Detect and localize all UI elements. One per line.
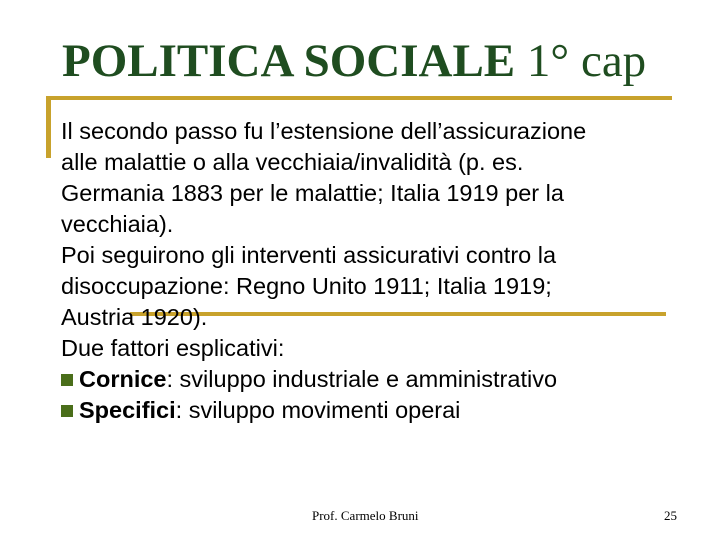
decorative-top-line [46,96,672,100]
page-number: 25 [664,508,677,523]
body-line: vecchiaia). [61,211,174,237]
body-line: Il secondo passo fu l’estensione dell’assicurazione [61,118,587,144]
slide-body [61,116,701,426]
slide-title [62,30,702,92]
footer-author: Prof. Carmelo Bruni [312,508,419,523]
bullet-term: Cornice [79,366,167,392]
square-bullet-icon [61,374,73,386]
body-line: Poi seguirono gli interventi assicurativi contro la [61,242,557,268]
decorative-vertical-line [46,96,51,158]
body-line: Due fattori esplicativi: [61,335,285,361]
bullet-item [61,395,701,426]
body-line: Germania 1883 per le malattie; Italia 1919 per la [61,180,564,206]
bullet-term: Specifici [79,397,176,423]
bullet-item [61,364,701,395]
square-bullet-icon [61,405,73,417]
body-line: Austria 1920). [61,304,208,330]
body-line: disoccupazione: Regno Unito 1911; Italia 1919; [61,273,552,299]
slide-title-main: POLITICA SOCIALE [62,35,516,87]
slide-title-suffix: 1° cap [515,35,647,87]
bullet-text: : sviluppo industriale e amministrativo [166,366,558,392]
body-line: alle malattie o alla vecchiaia/invalidità (p. es. [61,149,524,175]
bullet-text: : sviluppo movimenti operai [175,397,461,423]
